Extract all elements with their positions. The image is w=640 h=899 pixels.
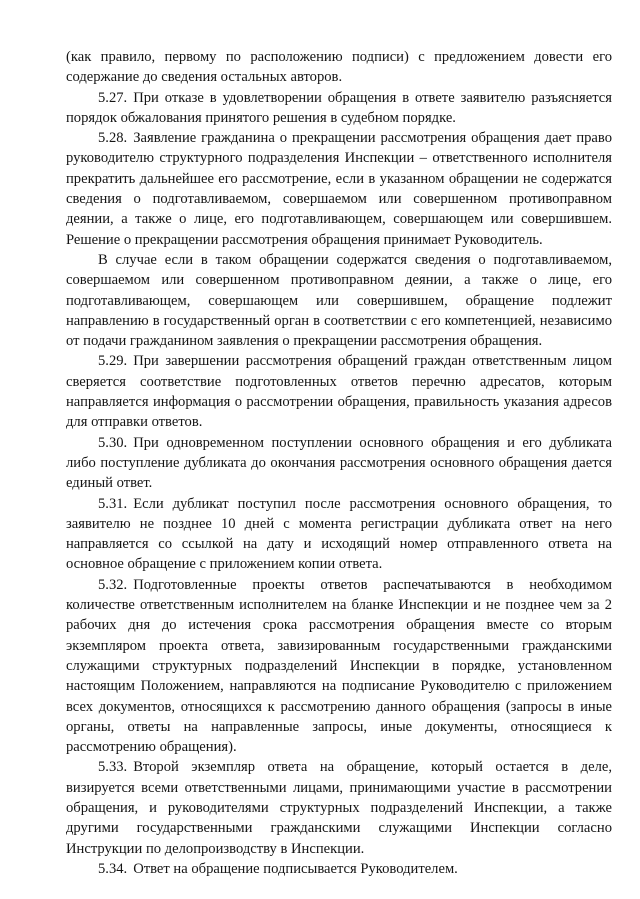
- paragraph-number: 5.27.: [98, 89, 128, 106]
- paragraph-5-27: [66, 88, 612, 129]
- paragraph-text: Заявление гражданина о прекращении рассмотрения обращения дает право руководителю структурного подразделения Инспекции – ответственного исполнителя прекратить дальнейшее его рассмотрение, если в указанном обращении не содержатся сведения о подготавливаемом, совершаемом или совершенном противоправном деянии, а также о лице, его подготавливающем, совершающем или совершившем. Решение о прекращении рассмотрения обращения принимает Руководитель.: [66, 130, 612, 248]
- paragraph-number: 5.30.: [98, 434, 128, 451]
- paragraph-text: При завершении рассмотрения обращений граждан ответственным лицом сверяется соответствие подготовленных ответов перечню адресатов, которым направляется информация о рассмотрении обращения, правильность указания адресов для отправки ответов.: [66, 353, 612, 431]
- paragraph-text: Если дубликат поступил после рассмотрения основного обращения, то заявителю не позднее 10 дней с момента регистрации дубликата ответ на него направляется со ссылкой на дату и исходящий номер отправленного ответа на основное обращение с приложением копии ответа.: [66, 495, 612, 573]
- paragraph-5-30: [66, 433, 612, 494]
- paragraph-5-29: [66, 351, 612, 432]
- paragraph-text: При одновременном поступлении основного обращения и его дубликата либо поступление дубликата до окончания рассмотрения основного обращения дается единый ответ.: [66, 434, 612, 492]
- paragraph-text: Подготовленные проекты ответов распечатываются в необходимом количестве ответственным исполнителем на бланке Инспекции и не позднее чем за 2 рабочих дня до истечения срока рассмотрения обращения вместе со вторым экземпляром проекта ответа, завизированным государственными гражданскими служащими структурных подразделений Инспекции в порядке, установленном настоящим Положением, направляются на подписание Руководителю с приложением всех документов, относящихся к рассмотрению данного обращения (запросы в иные органы, ответы на направленные запросы, иные документы, относящиеся к рассмотрению обращения).: [66, 576, 612, 756]
- paragraph-5-28-cont: [66, 250, 612, 351]
- paragraph-text: Ответ на обращение подписывается Руководителем.: [133, 860, 458, 877]
- paragraph-5-31: [66, 494, 612, 575]
- paragraph-text: В случае если в таком обращении содержатся сведения о подготавливаемом, совершаемом или совершенном противоправном деянии, а также о лице, его подготавливающем, совершающем или совершившем, обращение подлежит направлению в государственный орган в соответствии с его компетенцией, независимо от подачи гражданином заявления о прекращении рассмотрения обращения.: [66, 251, 612, 350]
- paragraph-text: При отказе в удовлетворении обращения в ответе заявителю разъясняется порядок обжалования принятого решения в судебном порядке.: [66, 89, 612, 126]
- paragraph-5-33: [66, 757, 612, 858]
- paragraph-continuation: [66, 47, 612, 88]
- paragraph-5-28: [66, 128, 612, 250]
- paragraph-number: 5.33.: [98, 759, 128, 776]
- paragraph-5-32: [66, 575, 612, 758]
- paragraph-number: 5.31.: [98, 495, 128, 512]
- paragraph-number: 5.29.: [98, 353, 128, 370]
- paragraph-number: 5.34.: [98, 860, 128, 877]
- paragraph-text: (как правило, первому по расположению подписи) с предложением довести его содержание до сведения остальных авторов.: [66, 49, 612, 86]
- paragraph-number: 5.28.: [98, 130, 128, 147]
- document-page: [66, 47, 612, 879]
- paragraph-5-34: [66, 859, 612, 879]
- paragraph-number: 5.32.: [98, 576, 128, 593]
- paragraph-text: Второй экземпляр ответа на обращение, который остается в деле, визируется всеми ответственными лицами, принимающими участие в рассмотрении обращения, и руководителями структурных подразделений Инспекции, а также другими государственными гражданскими служащими Инспекции согласно Инструкции по делопроизводству в Инспекции.: [66, 759, 612, 857]
